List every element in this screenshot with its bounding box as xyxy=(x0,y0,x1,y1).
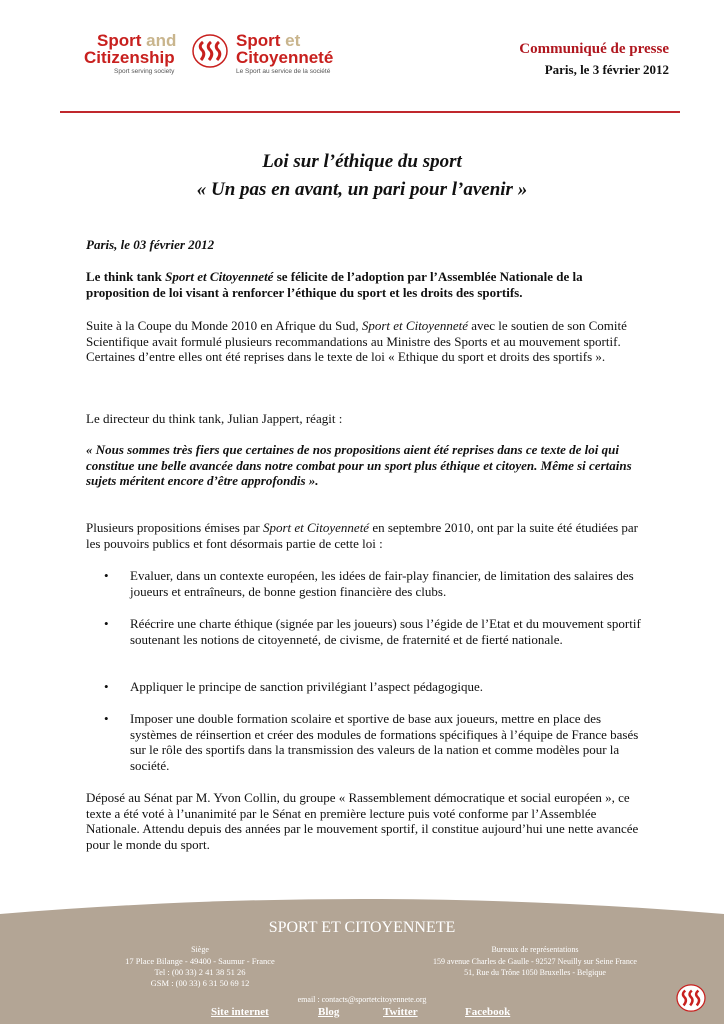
bullet-item: Evaluer, dans un contexte européen, les idées de fair-play financier, de limitation des salaires des joueurs et entraîneurs, de bonne gestion financière des clubs. xyxy=(130,568,634,599)
link-blog[interactable]: Blog xyxy=(318,1006,340,1018)
text-run: Sport et Citoyenneté xyxy=(361,318,468,333)
title-line-2: « Un pas en avant, un pari pour l’avenir » xyxy=(196,179,528,200)
bullet-item: Imposer une double formation scolaire et sportive de base aux joueurs, mettre en place des systèmes de réinsertion et créer des modules de formations spécifiques à l’équipe de France basés sur le rôle des sportifs dans la transmission des valeurs de la nation et comme modèles pour la société. xyxy=(130,711,639,773)
logo-fr-tagline: Le Sport au service de la société xyxy=(236,68,331,75)
text-run: Sport et Citoyenneté xyxy=(165,269,274,284)
text-run: Suite à la Coupe du Monde 2010 en Afrique du Sud, xyxy=(86,318,362,333)
doc-type: Communiqué de presse xyxy=(519,41,669,57)
paragraph-closing: Déposé au Sénat par M. Yvon Collin, du groupe « Rassemblement démocratique et social européen », ce texte a été voté à l’unanimité par le Sénat en première lecture puis voté conforme par l’Assemblée Nationale. Attendu depuis des années par le mouvement sportif, il constitue aujourd’hui une nette avancée pour le monde du sport. xyxy=(86,790,639,852)
header-date: Paris, le 3 février 2012 xyxy=(544,62,669,77)
dateline: Paris, le 03 février 2012 xyxy=(86,237,215,252)
bullet-marker: • xyxy=(104,616,109,631)
paragraph-proposals xyxy=(86,520,646,551)
bullet-item: Réécrire une charte éthique (signée par les joueurs) sous l’égide de l’Etat et du mouvement sportif soutenant les notions de citoyenneté, de civisme, de fraternité et de fierté nationale. xyxy=(130,616,641,647)
logo-en-line1: Sport and xyxy=(97,31,177,50)
paragraph-director: Le directeur du think tank, Julian Jappert, réagit : xyxy=(86,411,343,426)
text-run: en septembre 2010, ont par la suite été étudiées par les pouvoirs publics et font désormais partie de cette loi : xyxy=(86,520,639,551)
bullet-marker: • xyxy=(104,711,109,726)
text-run: se félicite de l’adoption par l’Assemblée Nationale de la proposition de loi visant à renforcer l’éthique du sport et les droits des sportifs. xyxy=(86,269,583,300)
logo-fr-line2: Citoyenneté xyxy=(236,48,334,67)
text-run: avec le soutien de son Comité Scientifique avait formulé plusieurs recommandations au Ministre des Sports et au mouvement sportif. Certaines d’entre elles ont été reprises dans le texte de loi « Ethique du sport et droits des sportifs ». xyxy=(86,318,627,364)
link-facebook[interactable]: Facebook xyxy=(465,1006,511,1018)
header-info xyxy=(519,40,669,82)
lead-paragraph xyxy=(86,269,646,300)
footer-siege-label: Siège xyxy=(191,945,209,954)
bullet-marker: • xyxy=(104,568,109,583)
title-line-1: Loi sur l’éthique du sport xyxy=(262,151,462,172)
logo-fr-line1: Sport et xyxy=(236,31,301,50)
link-site-internet[interactable]: Site internet xyxy=(211,1006,269,1018)
footer-bureaux-label: Bureaux de représentations xyxy=(491,945,579,954)
footer-siege-address: 17 Place Bilange - 49400 - Saumur - France Tel : (00 33) 2 41 38 51 26 GSM : (00 33) 6 31 50 69 12 xyxy=(125,956,275,988)
text-run: Plusieurs propositions émises par xyxy=(86,520,263,535)
footer-emblem-icon xyxy=(676,984,706,1012)
quote: « Nous sommes très fiers que certaines de nos propositions aient été reprises dans ce texte de loi qui constitue une belle avancée dans notre combat pour un sport plus éthique et citoyen. Même si certains sujets méritent encore d’être approfondis ». xyxy=(86,442,632,488)
logo-emblem-icon xyxy=(192,34,228,68)
bullet-item: Appliquer le principe de sanction privilégiant l’aspect pédagogique. xyxy=(130,679,484,694)
footer-org: SPORT ET CITOYENNETE xyxy=(268,919,456,936)
link-twitter[interactable]: Twitter xyxy=(383,1006,418,1018)
logo-en-line2: Citizenship xyxy=(84,48,175,67)
header-divider xyxy=(60,111,680,113)
logo xyxy=(84,30,354,82)
logo-en-tagline: Sport serving society xyxy=(114,68,175,75)
footer-email: email : contacts@sportetcitoyennete.org xyxy=(297,995,427,1004)
text-run: Le think tank xyxy=(86,269,166,284)
text-run: Sport et Citoyenneté xyxy=(262,520,370,535)
paragraph-intro xyxy=(86,318,646,365)
footer-bureaux-address: 159 avenue Charles de Gaulle - 92527 Neuilly sur Seine France 51, Rue du Trône 1050 Bruxelles - Belgique xyxy=(433,957,637,977)
bullet-marker: • xyxy=(104,679,109,694)
